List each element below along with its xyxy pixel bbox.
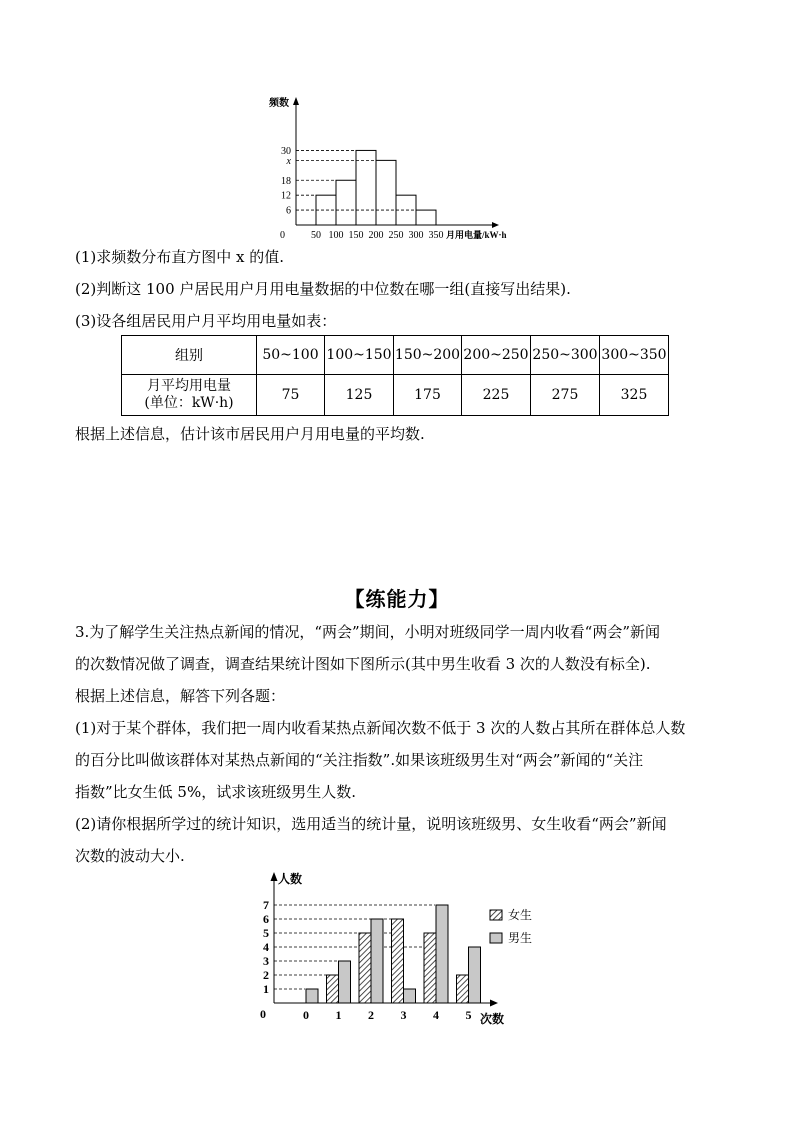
bar-male <box>306 989 318 1003</box>
x-axis-label: 月用电量/kW·h <box>446 230 507 240</box>
bar-male <box>404 989 416 1003</box>
problem-3-line: 根据上述信息，解答下列各题： <box>75 687 286 705</box>
bar-male <box>469 947 481 1003</box>
bar-female <box>327 975 339 1003</box>
x-axis-arrow <box>492 222 499 228</box>
y-axis-label: 人数 <box>278 872 303 886</box>
origin-label: 0 <box>260 1007 266 1021</box>
legend-swatch-male <box>490 933 502 943</box>
legend-swatch-female <box>490 910 502 920</box>
x-tick-label: 100 <box>328 230 344 241</box>
table-row-label-unit: (单位：kW·h) <box>144 395 234 411</box>
grouped-bar-chart <box>250 868 540 1028</box>
x-axis-label: 次数 <box>480 1012 505 1026</box>
histogram-bar <box>336 180 356 225</box>
table-value-row <box>122 375 669 416</box>
y-tick-label: 6 <box>286 205 291 217</box>
section-title: 【练能力】 <box>344 587 450 611</box>
problem-3-line: (2)请你根据所学过的统计知识，选用适当的统计量，说明该班级男、女生收看“两会”新闻 <box>75 815 667 833</box>
problem-3-line: 次数的波动大小. <box>75 847 185 865</box>
x-tick-label: 4 <box>433 1008 439 1022</box>
question-2: (2)判断这 100 户居民用户月用电量数据的中位数在哪一组(直接写出结果). <box>75 280 571 298</box>
x-tick-label: 350 <box>428 230 444 241</box>
y-tick-label: 2 <box>263 968 269 982</box>
bar-female <box>392 919 404 1003</box>
origin-label: 0 <box>280 230 285 241</box>
table-cell-value: 75 <box>257 375 325 416</box>
question-3: (3)设各组居民用户月平均用电量如表： <box>75 312 337 330</box>
histogram-chart <box>260 92 530 242</box>
table-cell-group: 50~100 <box>257 336 325 375</box>
problem-3-line: (1)对于某个群体，我们把一周内收看某热点新闻次数不低于 3 次的人数占其所在群体总人数 <box>75 719 686 737</box>
problem-3-line: 指数”比女生低 5%，试求该班级男生人数. <box>75 783 357 801</box>
y-tick-label: 4 <box>263 940 269 954</box>
table-row-label-main: 月平均用电量 <box>147 378 231 394</box>
table-cell-value: 175 <box>394 375 462 416</box>
table-cell-value: 275 <box>531 375 600 416</box>
table-cell-group: 300~350 <box>600 336 669 375</box>
y-tick-label: 12 <box>281 190 291 202</box>
bar-male <box>371 919 383 1003</box>
bar-female <box>424 933 436 1003</box>
problem-3-line: 3.为了解学生关注热点新闻的情况，“两会”期间，小明对班级同学一周内收看“两会”新闻 <box>75 623 660 641</box>
problem-3-line: 的百分比叫做该群体对某热点新闻的“关注指数”.如果该班级男生对“两会”新闻的“关注 <box>75 751 644 769</box>
table-cell-group: 100~150 <box>325 336 394 375</box>
y-tick-label: 7 <box>263 898 269 912</box>
x-tick-label: 50 <box>311 230 321 241</box>
y-tick-label: 30 <box>281 145 291 157</box>
x-axis-arrow <box>490 1000 498 1007</box>
x-tick-label: 0 <box>303 1008 309 1022</box>
question-1: (1)求频数分布直方图中 x 的值. <box>75 248 285 266</box>
table-cell-value: 325 <box>600 375 669 416</box>
table-cell-group: 150~200 <box>394 336 462 375</box>
legend-label-male: 男生 <box>508 931 533 945</box>
y-tick-label: 5 <box>263 926 269 940</box>
y-tick-label: 6 <box>263 912 269 926</box>
y-tick-label: x <box>286 155 291 167</box>
x-tick-label: 300 <box>408 230 424 241</box>
y-axis-arrow <box>271 872 278 881</box>
problem-3-line: 的次数情况做了调查，调查结果统计图如下图所示(其中男生收看 3 次的人数没有标全). <box>75 655 651 673</box>
y-axis-arrow <box>293 97 299 105</box>
x-tick-label: 5 <box>465 1008 472 1022</box>
bar-male <box>339 961 351 1003</box>
bar-female <box>457 975 469 1003</box>
y-tick-label: 1 <box>263 982 269 996</box>
table-cell-group: 200~250 <box>462 336 531 375</box>
histogram-bar <box>376 160 396 225</box>
x-tick-label: 3 <box>400 1008 407 1022</box>
x-tick-label: 1 <box>335 1008 342 1022</box>
histogram-bar <box>356 150 376 225</box>
table-cell-value: 225 <box>462 375 531 416</box>
y-axis-label: 频数 <box>269 98 289 109</box>
usage-table <box>121 335 669 416</box>
question-3-follow: 根据上述信息，估计该市居民用户月用电量的平均数. <box>75 425 425 443</box>
bar-male <box>436 905 448 1003</box>
histogram-bar <box>416 210 436 225</box>
legend-label-female: 女生 <box>508 908 533 922</box>
x-tick-label: 2 <box>368 1008 374 1022</box>
table-header-label: 组别 <box>122 336 257 375</box>
table-cell-group: 250~300 <box>531 336 600 375</box>
table-cell-value: 125 <box>325 375 394 416</box>
x-tick-label: 250 <box>388 230 404 241</box>
table-row-label <box>122 375 257 416</box>
table-header-row <box>122 336 669 375</box>
bar-female <box>359 933 371 1003</box>
y-tick-label: 18 <box>281 175 291 187</box>
y-tick-label: 3 <box>263 954 269 968</box>
x-tick-label: 200 <box>368 230 384 241</box>
x-tick-label: 150 <box>348 230 364 241</box>
